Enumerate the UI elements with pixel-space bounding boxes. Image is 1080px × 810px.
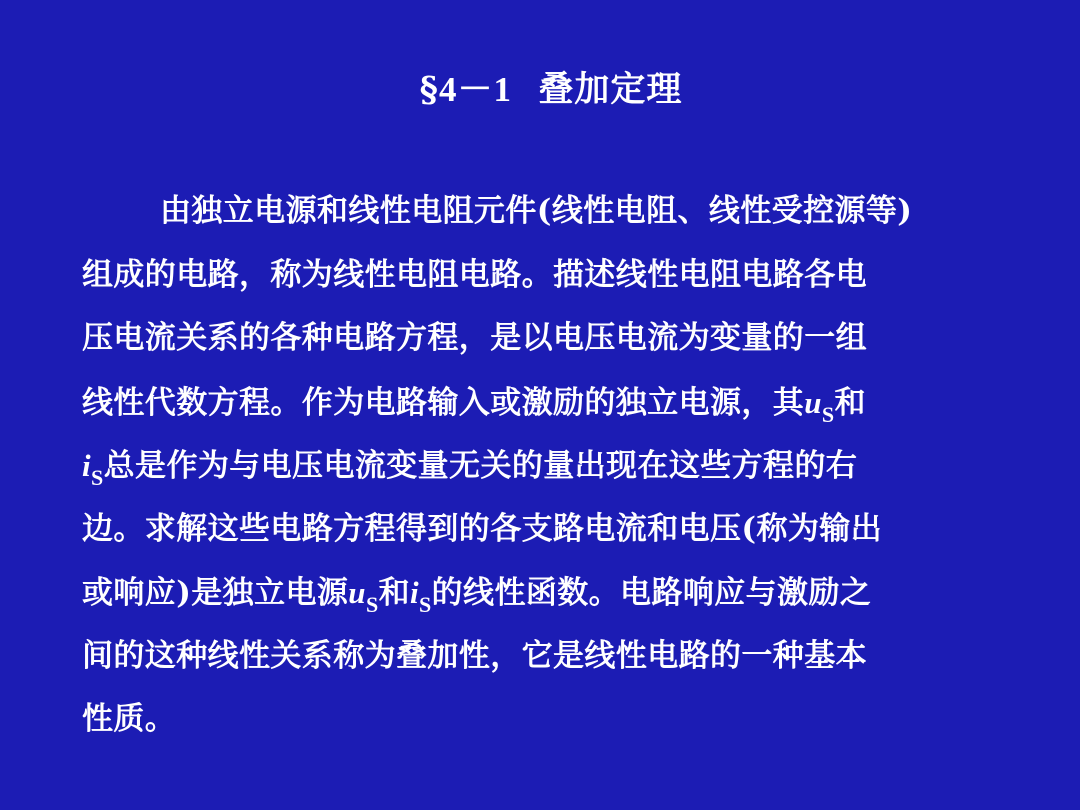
body-line-4 [82,371,1022,435]
body-line-7-mid: 和 [378,575,410,611]
section-mark: § [419,69,439,110]
body-line-7-tail: 的线性函数。电路响应与激励之 [431,575,872,611]
body-line-9: 性质。 [82,701,177,737]
current-source-subscript: S [91,465,104,490]
body-line-5 [82,434,1022,498]
current-source-var-2: i [409,575,419,610]
body-line-5-text: 总是作为与电压电流变量无关的量出现在这些方程的右 [103,448,858,484]
voltage-source-var-2: u [348,575,366,610]
body-line-7-text: 或响应)是独立电源 [82,575,349,611]
current-source-subscript-2: S [419,592,432,617]
body-paragraph [82,180,1022,752]
voltage-source-var: u [804,384,822,420]
section-number: 4－1 [438,70,512,109]
title-text: 叠加定理 [538,69,683,110]
voltage-source-subscript-2: S [365,592,379,617]
body-line-1: 由独立电源和线性电阻元件(线性电阻、线性受控源等) [160,193,913,229]
body-line-2: 组成的电路，称为线性电阻电路。描述线性电阻电路各电 [82,256,867,293]
body-line-6: 边。求解这些电路方程得到的各支路电流和电压(称为输出 [82,510,883,547]
body-line-4-tail: 和 [834,384,866,421]
body-line-3: 压电流关系的各种电路方程，是以电压电流为变量的一组 [82,320,867,356]
slide-title-inner [420,62,683,112]
voltage-source-subscript: S [821,401,835,427]
body-line-4-text: 线性代数方程。作为电路输入或激励的独立电源，其 [82,384,805,421]
current-source-var: i [82,448,92,483]
body-line-7 [82,561,1022,625]
slide-title [0,62,1080,112]
body-line-8: 间的这种线性关系称为叠加性，它是线性电路的一种基本 [82,637,867,674]
